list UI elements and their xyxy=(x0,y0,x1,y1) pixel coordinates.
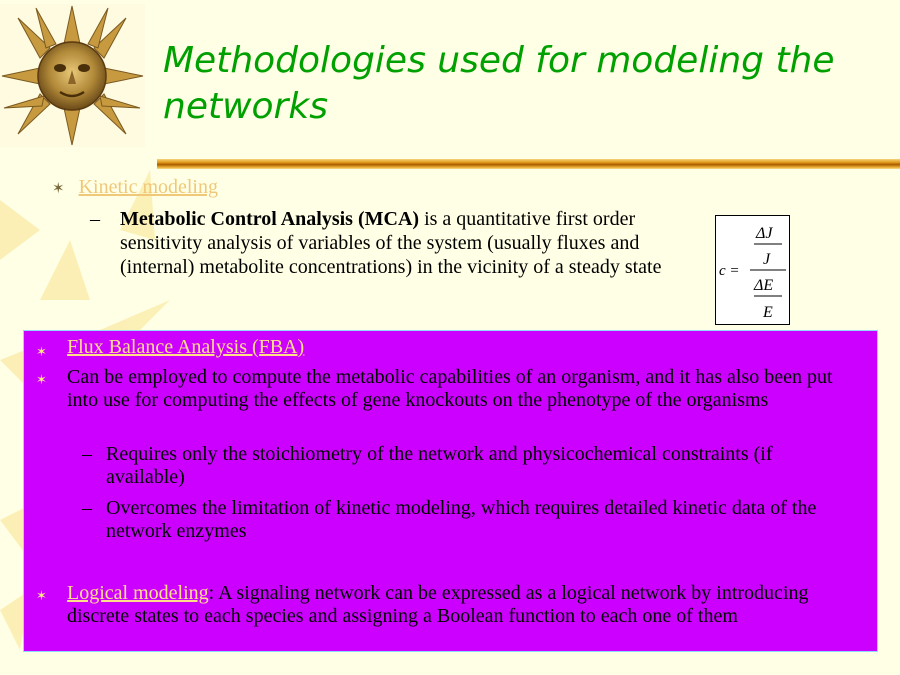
dash-bullet: – xyxy=(82,497,92,519)
star-bullet-icon: ✶ xyxy=(52,181,65,197)
title-divider xyxy=(157,159,900,169)
fba-subbullet-1: Requires only the stoichiometry of the network and physicochemical constraints (if available) xyxy=(106,443,773,488)
sun-face-icon xyxy=(0,4,145,147)
formula-den-bottom: E xyxy=(763,304,773,321)
star-bullet-icon: ✶ xyxy=(36,344,47,359)
formula-num-top: ΔJ xyxy=(756,225,773,242)
fba-link[interactable]: Flux Balance Analysis (FBA) xyxy=(67,336,305,358)
mca-formula xyxy=(715,215,790,325)
dash-bullet: – xyxy=(82,443,92,465)
formula-num-bottom: J xyxy=(763,251,771,268)
fba-bullet xyxy=(67,336,304,359)
fba-description: Can be employed to compute the metabolic capabilities of an organism, and it has also been put into use for computing the effects of gene knockouts on the phenotype of the organisms xyxy=(67,366,833,411)
dash-bullet: – xyxy=(90,208,100,230)
sun-logo xyxy=(0,4,145,147)
slide-title: Methodologies used for modeling the networks xyxy=(163,40,835,127)
mca-subbullet xyxy=(90,207,670,279)
kinetic-modeling-link[interactable]: Kinetic modeling xyxy=(78,176,218,198)
fba-subbullet-2: Overcomes the limitation of kinetic modeling, which requires detailed kinetic data of the network enzymes xyxy=(106,497,817,542)
star-bullet-icon: ✶ xyxy=(36,372,47,387)
mca-term: Metabolic Control Analysis (MCA) xyxy=(120,208,420,230)
logical-bullet xyxy=(67,582,867,628)
logical-description: : A signaling network can be expressed as a logical network by introducing discrete states to each species and assigning a Boolean function to each one of them xyxy=(67,582,809,627)
formula-den-top: ΔE xyxy=(754,277,774,294)
logical-modeling-link[interactable]: Logical modeling xyxy=(67,582,209,604)
star-bullet-icon: ✶ xyxy=(36,588,47,603)
formula-lhs: c = xyxy=(719,263,740,279)
mca-description: is a quantitative first order sensitivity analysis of variables of the system (usually fluxes and (internal) metabolite concentrations) in the vicinity of a steady state xyxy=(120,208,662,278)
kinetic-bullet xyxy=(52,176,218,199)
fba-box xyxy=(23,330,878,652)
